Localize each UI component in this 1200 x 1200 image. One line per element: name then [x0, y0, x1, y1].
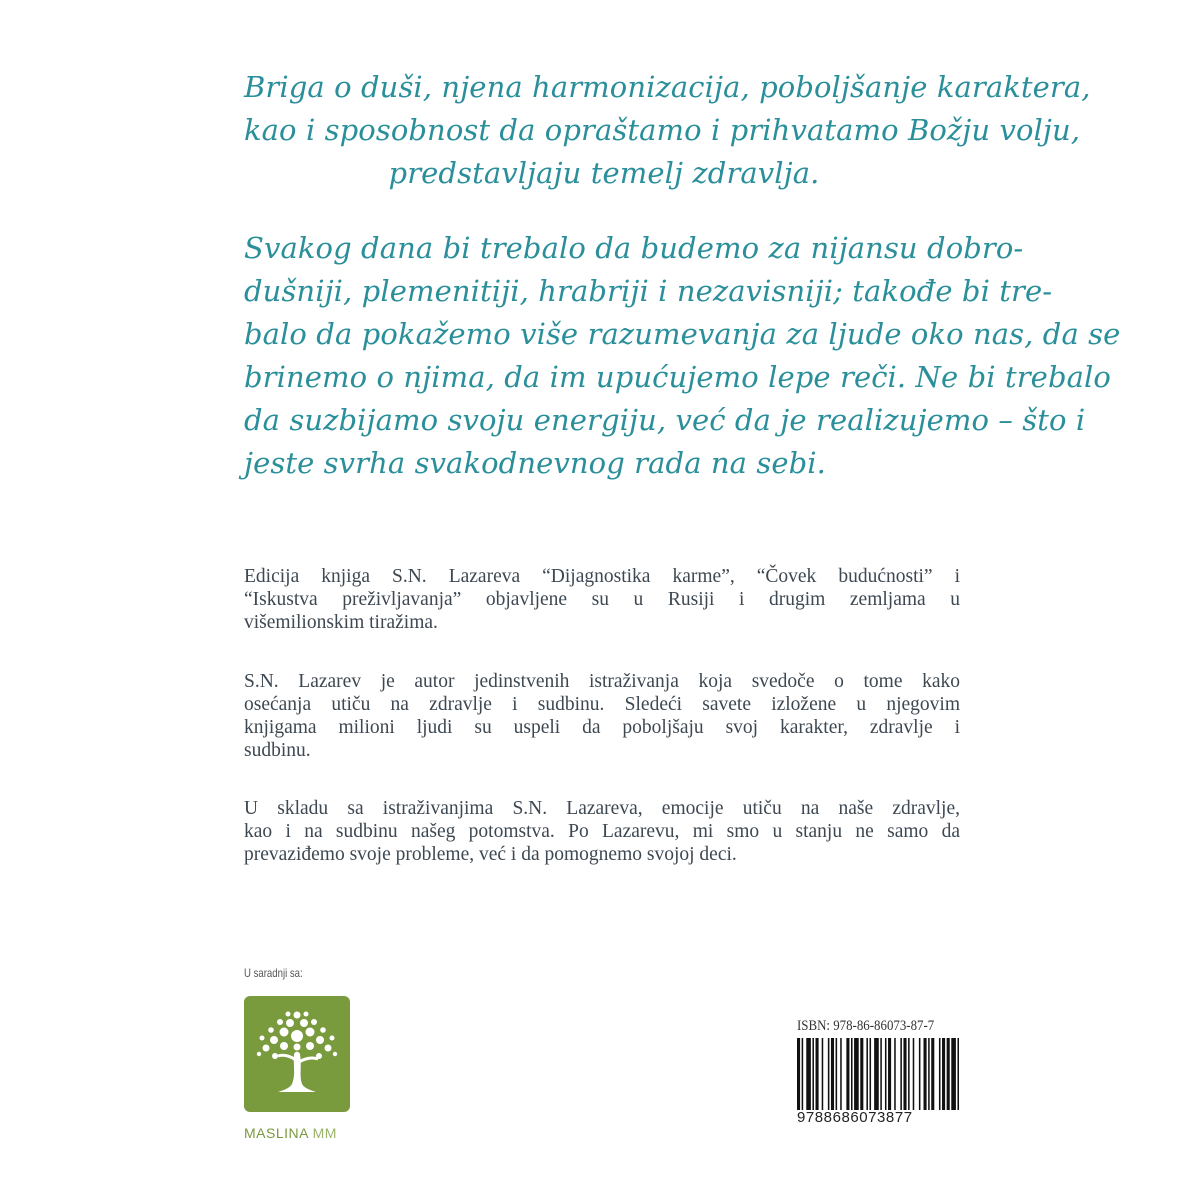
- barcode-bar: [880, 1038, 882, 1110]
- barcode-bar: [866, 1038, 868, 1110]
- barcode-bar: [942, 1038, 945, 1110]
- info-line: “Iskustva preživljavanja” objavljene su u Rusiji i drugim zemljama u: [244, 589, 960, 610]
- info-paragraph-editions: [244, 565, 960, 634]
- olive-tree-icon: [244, 996, 350, 1112]
- publisher-name-main: MASLINA: [244, 1125, 309, 1141]
- barcode-digits: 9788686073877: [797, 1109, 913, 1126]
- barcode-bar: [939, 1038, 941, 1110]
- quote-top-line: predstavljaju temelj zdravlja.: [388, 156, 820, 190]
- quote-second-line: balo da pokažemo više razumevanja za ljude oko nas, da se: [244, 317, 1121, 351]
- barcode-bar: [822, 1038, 824, 1110]
- barcode-bar: [854, 1038, 859, 1110]
- isbn-label: ISBN: 978-86-86073-87-7: [797, 1018, 935, 1034]
- barcode-bar: [802, 1038, 804, 1110]
- barcode-bar: [951, 1038, 956, 1110]
- quote-second-line: jeste svrha svakodnevnog rada na sebi.: [244, 446, 826, 480]
- barcode-bar: [846, 1038, 849, 1110]
- barcode-bar: [908, 1038, 910, 1110]
- info-line: Edicija knjiga S.N. Lazareva “Dijagnostika karme”, “Čovek budućnosti” i: [244, 566, 960, 587]
- quote-second-line: brinemo o njima, da im upućujemo lepe reči. Ne bi trebalo: [244, 360, 1111, 394]
- barcode-bar: [860, 1038, 863, 1110]
- barcode-bar: [913, 1038, 915, 1110]
- barcode-bar: [947, 1038, 950, 1110]
- publisher-name: [244, 1125, 337, 1141]
- barcode-bar: [870, 1038, 872, 1110]
- barcode-bar: [836, 1038, 838, 1110]
- info-line: sudbinu.: [244, 740, 311, 761]
- barcode-bar: [828, 1038, 830, 1110]
- info-paragraph-research: [244, 797, 960, 866]
- barcode-bar: [797, 1038, 800, 1110]
- collaboration-label: U saradnji sa:: [244, 966, 303, 980]
- barcode-bar: [874, 1038, 879, 1110]
- info-line: S.N. Lazarev je autor jedinstvenih istraživanja koja svedoče o tome kako: [244, 671, 960, 692]
- quote-top: [244, 66, 1091, 195]
- barcode-bar: [957, 1038, 959, 1110]
- barcode-bar: [894, 1038, 896, 1110]
- barcode-bar: [812, 1038, 814, 1110]
- barcode-bar: [851, 1038, 853, 1110]
- quote-top-line: kao i sposobnost da opraštamo i prihvatamo Božju volju,: [244, 113, 1081, 147]
- barcode-graphic: [797, 1038, 959, 1110]
- info-line: kao i na sudbinu našeg potomstva. Po Lazarevu, mi smo u stanju ne samo da: [244, 821, 960, 842]
- barcode-bar: [806, 1038, 811, 1110]
- barcode-bar: [831, 1038, 834, 1110]
- publisher-logo: [244, 996, 350, 1112]
- info-line: prevaziđemo svoje probleme, već i da pomognemo svojoj deci.: [244, 844, 737, 865]
- barcode-bar: [931, 1038, 934, 1110]
- barcode-bar: [885, 1038, 887, 1110]
- barcode-bar: [888, 1038, 891, 1110]
- barcode-bar: [900, 1038, 902, 1110]
- info-line: knjigama milioni ljudi su uspeli da poboljšaju svoj karakter, zdravlje i: [244, 717, 960, 738]
- quote-second-line: Svakog dana bi trebalo da budemo za nijansu dobro-: [244, 231, 1024, 265]
- quote-second-line: da suzbijamo svoju energiju, već da je realizujemo – što i: [244, 403, 1086, 437]
- barcode-bar: [928, 1038, 930, 1110]
- publisher-name-suffix: MM: [312, 1125, 337, 1141]
- barcode-bar: [919, 1038, 921, 1110]
- info-paragraph-author: [244, 670, 960, 762]
- info-line: višemilionskim tiražima.: [244, 612, 438, 633]
- barcode-bar: [924, 1038, 927, 1110]
- quote-second: [244, 227, 1121, 485]
- quote-top-line: Briga o duši, njena harmonizacija, poboljšanje karaktera,: [244, 70, 1091, 104]
- info-line: osećanja utiču na zdravlje i sudbinu. Sledeći savete izložene u njegovim: [244, 694, 960, 715]
- barcode-bar: [816, 1038, 819, 1110]
- info-line: U skladu sa istraživanjima S.N. Lazareva, emocije utiču na naše zdravlje,: [244, 798, 960, 819]
- barcode-bar: [840, 1038, 842, 1110]
- isbn-barcode-block: [797, 1018, 959, 1130]
- quote-second-line: dušniji, plemenitiji, hrabriji i nezavisniji; takođe bi tre-: [244, 274, 1053, 308]
- barcode-bar: [903, 1038, 906, 1110]
